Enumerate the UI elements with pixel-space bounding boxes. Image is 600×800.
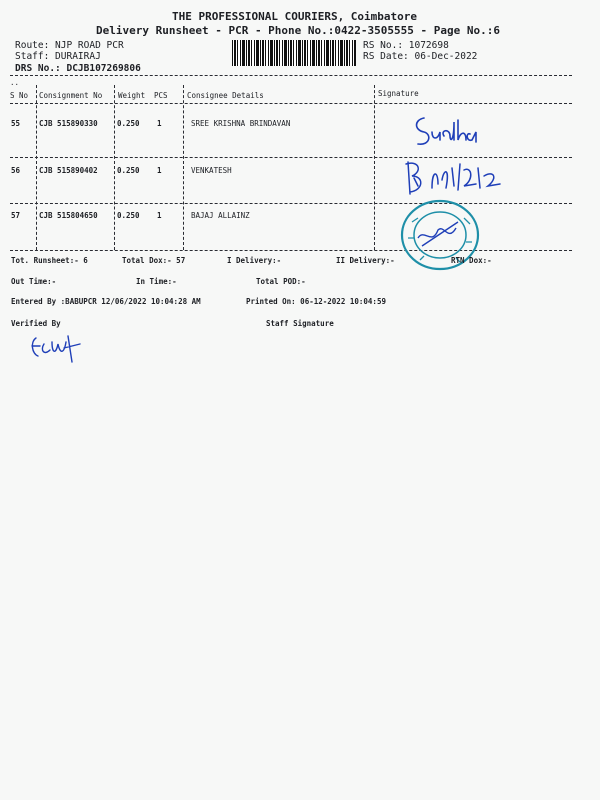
column-separator	[36, 85, 37, 250]
row-sno: 57	[11, 211, 21, 220]
runsheet-subtitle: Delivery Runsheet - PCR - Phone No.:0422-3505555 - Page No.:6	[96, 24, 500, 37]
col-header-pcs: PCS	[154, 91, 168, 100]
table-top-rule	[10, 75, 572, 76]
row-consignment: CJB 515890330	[39, 119, 98, 128]
column-separator	[374, 85, 375, 250]
col-header-weight: Weight	[118, 91, 146, 100]
printed-on: Printed On: 06-12-2022 10:04:59	[246, 297, 386, 306]
total-dox: Total Dox:- 57	[122, 256, 186, 265]
in-time: In Time:-	[136, 277, 177, 286]
route-label: Route: NJP ROAD PCR	[15, 40, 124, 51]
rs-date: RS Date: 06-Dec-2022	[363, 51, 478, 62]
column-separator	[183, 85, 184, 250]
row-consignee: VENKATESH	[191, 166, 232, 175]
row-pcs: 1	[157, 211, 162, 220]
barcode	[232, 40, 356, 66]
i-delivery: I Delivery:-	[227, 256, 282, 265]
row-marker: ..	[10, 78, 20, 87]
company-title: THE PROFESSIONAL COURIERS, Coimbatore	[172, 10, 418, 23]
col-header-signature: Signature	[378, 89, 419, 98]
row-sno: 55	[11, 119, 21, 128]
column-separator	[114, 85, 115, 250]
row-pcs: 1	[157, 166, 162, 175]
drs-number: DRS No.: DCJB107269806	[15, 63, 141, 74]
header-bottom-rule	[10, 103, 572, 104]
row-consignee: SREE KRISHNA BRINDAVAN	[191, 119, 291, 128]
row-weight: 0.250	[117, 166, 140, 175]
signature-sudha	[410, 112, 490, 152]
total-runsheet: Tot. Runsheet:- 6	[11, 256, 88, 265]
col-header-consignment: Consignment No	[39, 91, 103, 100]
row-pcs: 1	[157, 119, 162, 128]
staff-label: Staff: DURAIRAJ	[15, 51, 101, 62]
out-time: Out Time:-	[11, 277, 57, 286]
table-bottom-rule	[10, 250, 572, 251]
row-consignment: CJB 515804650	[39, 211, 98, 220]
row-consignment: CJB 515890402	[39, 166, 98, 175]
row-sno: 56	[11, 166, 21, 175]
ii-delivery: II Delivery:-	[336, 256, 395, 265]
rtn-dox: RTN Dox:-	[451, 256, 492, 265]
staff-signature-label: Staff Signature	[266, 319, 334, 328]
stamp-text	[404, 270, 423, 271]
row-weight: 0.250	[117, 211, 140, 220]
row-weight: 0.250	[117, 119, 140, 128]
rs-number: RS No.: 1072698	[363, 40, 449, 51]
verifier-initials	[26, 332, 86, 366]
verified-by: Verified By	[11, 319, 61, 328]
total-pod: Total POD:-	[256, 277, 306, 286]
row-consignee: BAJAJ ALLAINZ	[191, 211, 250, 220]
entered-by: Entered By :BABUPCR 12/06/2022 10:04:28 AM	[11, 297, 201, 306]
col-header-sno: S No	[10, 91, 29, 100]
col-header-consignee: Consignee Details	[187, 91, 264, 100]
